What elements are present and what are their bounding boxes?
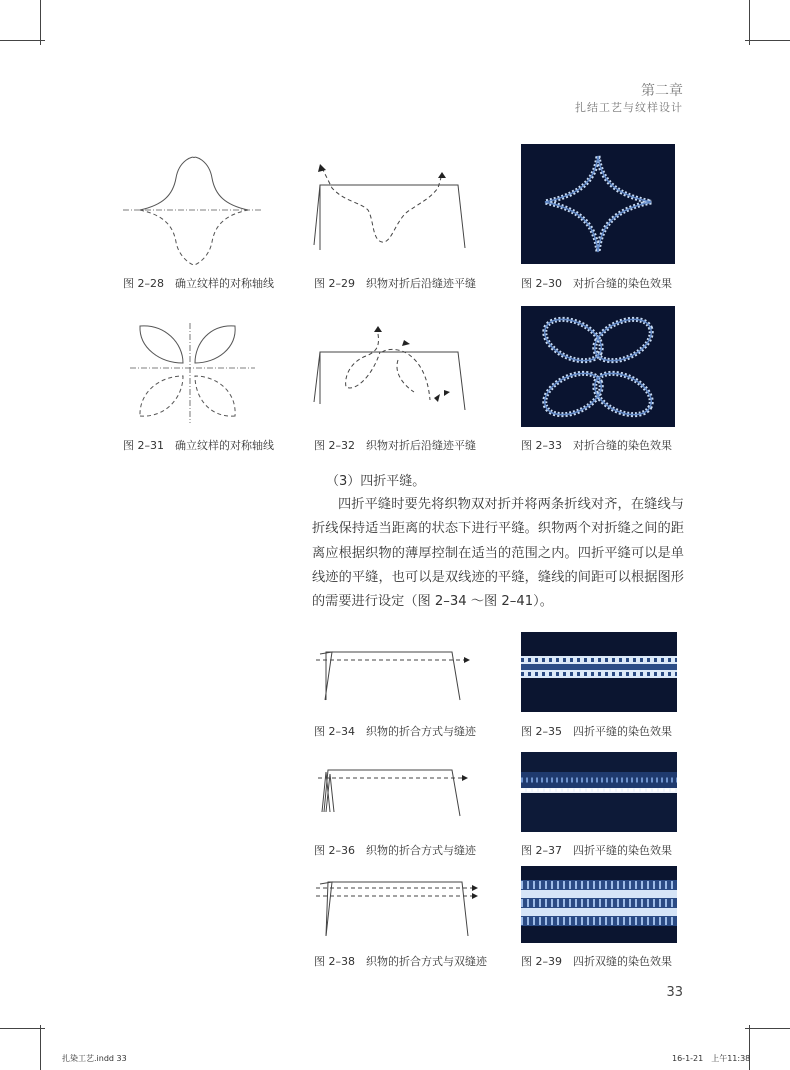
figure-2-36-diagram <box>312 760 472 830</box>
footer-file-name: 扎染工艺.indd 33 <box>62 1054 127 1063</box>
figure-2-39-caption: 图 2–39 四折双缝的染色效果 <box>521 955 672 968</box>
figure-2-34-caption: 图 2–34 织物的折合方式与缝迹 <box>314 725 476 738</box>
figure-2-29-caption: 图 2–29 织物对折后沿缝迹平缝 <box>314 277 476 290</box>
figure-2-31-caption: 图 2–31 确立纹样的对称轴线 <box>123 439 274 452</box>
figure-2-31-diagram <box>125 318 265 428</box>
figure-2-35-photo <box>521 632 677 712</box>
chapter-subtitle: 扎结工艺与纹样设计 <box>575 101 683 114</box>
crop-mark-bottom-left-h <box>0 1028 45 1029</box>
footer-timestamp: 16-1-21 上午11:38 <box>672 1054 751 1063</box>
figure-2-34-diagram <box>312 640 472 710</box>
figure-2-36-caption: 图 2–36 织物的折合方式与缝迹 <box>314 844 476 857</box>
figure-2-38-caption: 图 2–38 织物的折合方式与双缝迹 <box>314 955 487 968</box>
figure-2-37-caption: 图 2–37 四折平缝的染色效果 <box>521 844 672 857</box>
crop-mark-top-right-v <box>749 0 750 45</box>
crop-mark-top-left-v <box>40 0 41 45</box>
chapter-title: 第二章 <box>641 83 683 99</box>
figure-2-29-diagram <box>310 160 470 260</box>
figure-2-28-caption: 图 2–28 确立纹样的对称轴线 <box>123 277 274 290</box>
figure-2-28-diagram <box>118 150 268 275</box>
figure-2-30-caption: 图 2–30 对折合缝的染色效果 <box>521 277 672 290</box>
section-paragraph: 四折平缝时要先将织物双对折并将两条折线对齐，在缝线与折线保持适当距离的状态下进行平缝。织物两个对折缝之间的距离应根据织物的薄厚控制在适当的范围之内。四折平缝可以是单线迹的平缝，也可以是双线迹的平缝，缝线的间距可以根据图形的需要进行设定（图 2–34 ～图 2–41）。 <box>312 497 684 610</box>
figure-2-39-photo <box>521 866 677 943</box>
crop-mark-bottom-right-h <box>745 1028 790 1029</box>
crop-mark-top-left-h <box>0 40 45 41</box>
section-heading: （3）四折平缝。 <box>326 474 426 489</box>
crop-mark-bottom-left-v <box>40 1025 41 1070</box>
figure-2-32-caption: 图 2–32 织物对折后沿缝迹平缝 <box>314 439 476 452</box>
figure-2-38-diagram <box>312 874 482 944</box>
figure-2-32-diagram <box>310 322 470 422</box>
figure-2-33-photo <box>521 306 675 427</box>
figure-2-33-caption: 图 2–33 对折合缝的染色效果 <box>521 439 672 452</box>
page-number: 33 <box>666 985 683 1000</box>
crop-mark-top-right-h <box>745 40 790 41</box>
figure-2-35-caption: 图 2–35 四折平缝的染色效果 <box>521 725 672 738</box>
figure-2-30-photo <box>521 144 675 264</box>
figure-2-37-photo <box>521 752 677 832</box>
